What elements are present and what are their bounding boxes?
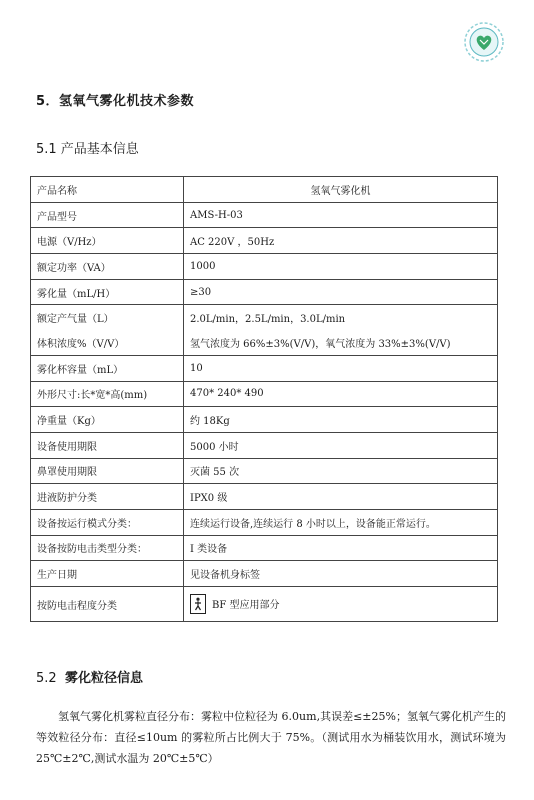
spec-value-cell <box>184 484 498 510</box>
spec-key: 鼻罩使用期限 <box>31 458 184 484</box>
table-row <box>31 484 498 510</box>
spec-value: BF 型应用部分 <box>212 600 280 611</box>
table-row <box>31 407 498 433</box>
table-row <box>31 587 498 622</box>
spec-value-cell <box>184 561 498 587</box>
basic-info-title: 5.1 产品基本信息 <box>36 142 139 157</box>
table-row <box>31 202 498 228</box>
spec-key: 体积浓度%（V/V） <box>31 330 184 355</box>
spec-value: 灭菌 55 次 <box>190 467 240 479</box>
spec-key: 设备使用期限 <box>31 432 184 458</box>
particle-info-number: 5.2 <box>36 671 57 686</box>
spec-value: 10 <box>190 362 203 374</box>
particle-info-heading: 雾化粒径信息 <box>64 671 143 686</box>
spec-key: 额定产气量（L） <box>31 305 184 330</box>
spec-value: AMS-H-03 <box>190 209 243 221</box>
spec-value: AC 220V ，50Hz <box>190 237 275 249</box>
spec-key: 额定功率（VA） <box>31 254 184 280</box>
spec-value: 约 18Kg <box>190 416 230 428</box>
spec-value-cell <box>184 381 498 407</box>
table-row <box>31 177 498 203</box>
table-row <box>31 509 498 535</box>
spec-value-cell <box>184 355 498 381</box>
particle-info-title <box>36 667 143 686</box>
spec-value-cell <box>184 432 498 458</box>
table-row <box>31 330 498 355</box>
company-logo <box>462 20 506 64</box>
spec-value-cell <box>184 509 498 535</box>
spec-value-cell <box>184 587 498 622</box>
table-row <box>31 381 498 407</box>
spec-value-cell <box>184 202 498 228</box>
spec-value-cell <box>184 228 498 254</box>
spec-value: 氢气浓度为 66%±3%(V/V)，氧气浓度为 33%±3%(V/V) <box>190 338 451 350</box>
table-row <box>31 432 498 458</box>
spec-value-cell <box>184 330 498 355</box>
spec-value-cell <box>184 254 498 280</box>
spec-value: I 类设备 <box>190 544 228 556</box>
spec-value: 1000 <box>190 260 216 272</box>
spec-key: 雾化杯容量（mL） <box>31 355 184 381</box>
spec-value: IPX0 级 <box>190 493 228 505</box>
spec-key: 净重量（Kg） <box>31 407 184 433</box>
spec-value-cell <box>184 279 498 305</box>
table-row <box>31 228 498 254</box>
spec-value: 2.0L/min，2.5L/min，3.0L/min <box>190 314 346 326</box>
spec-value: ≥30 <box>190 286 212 298</box>
spec-value: 连续运行设备,连续运行 8 小时以上，设备能正常运行。 <box>190 518 436 530</box>
spec-key: 雾化量（mL/H） <box>31 279 184 305</box>
spec-value-cell <box>184 458 498 484</box>
section-title: 5．氢氧气雾化机技术参数 <box>36 94 195 109</box>
spec-key: 产品型号 <box>31 202 184 228</box>
spec-value-cell <box>184 535 498 561</box>
spec-value-cell <box>184 177 498 203</box>
spec-value: 470* 240* 490 <box>190 388 264 400</box>
spec-key: 进液防护分类 <box>31 484 184 510</box>
spec-table <box>30 176 498 622</box>
spec-key: 电源（V/Hz） <box>31 228 184 254</box>
spec-key: 外形尺寸:长*宽*高(mm) <box>31 381 184 407</box>
spec-value-cell <box>184 305 498 330</box>
table-row <box>31 458 498 484</box>
spec-value: 5000 小时 <box>190 441 239 453</box>
bf-type-person-icon <box>190 594 206 614</box>
table-row <box>31 254 498 280</box>
table-row <box>31 535 498 561</box>
logo-emblem-icon <box>462 20 506 64</box>
spec-key: 生产日期 <box>31 561 184 587</box>
spec-key: 按防电击程度分类 <box>31 587 184 622</box>
table-row <box>31 305 498 330</box>
spec-key: 设备按运行模式分类： <box>31 509 184 535</box>
particle-info-paragraph <box>36 706 506 769</box>
spec-value: 见设备机身标签 <box>190 570 260 582</box>
table-row <box>31 279 498 305</box>
table-row <box>31 561 498 587</box>
particle-info-text: 氢氧气雾化机雾粒直径分布：雾粒中位粒径为 6.0um,其误差≤±25%；氢氧气雾化机产生的等效粒径分布：直径≤10um 的雾粒所占比例大于 75%。（测试用水为桶装饮用水，测试环境为 25℃±2℃,测试水温为 20℃±5℃） <box>36 710 506 765</box>
spec-key: 设备按防电击类型分类： <box>31 535 184 561</box>
table-row <box>31 355 498 381</box>
spec-value: 氢氧气雾化机 <box>310 185 371 197</box>
spec-value-cell <box>184 407 498 433</box>
spec-key: 产品名称 <box>31 177 184 203</box>
